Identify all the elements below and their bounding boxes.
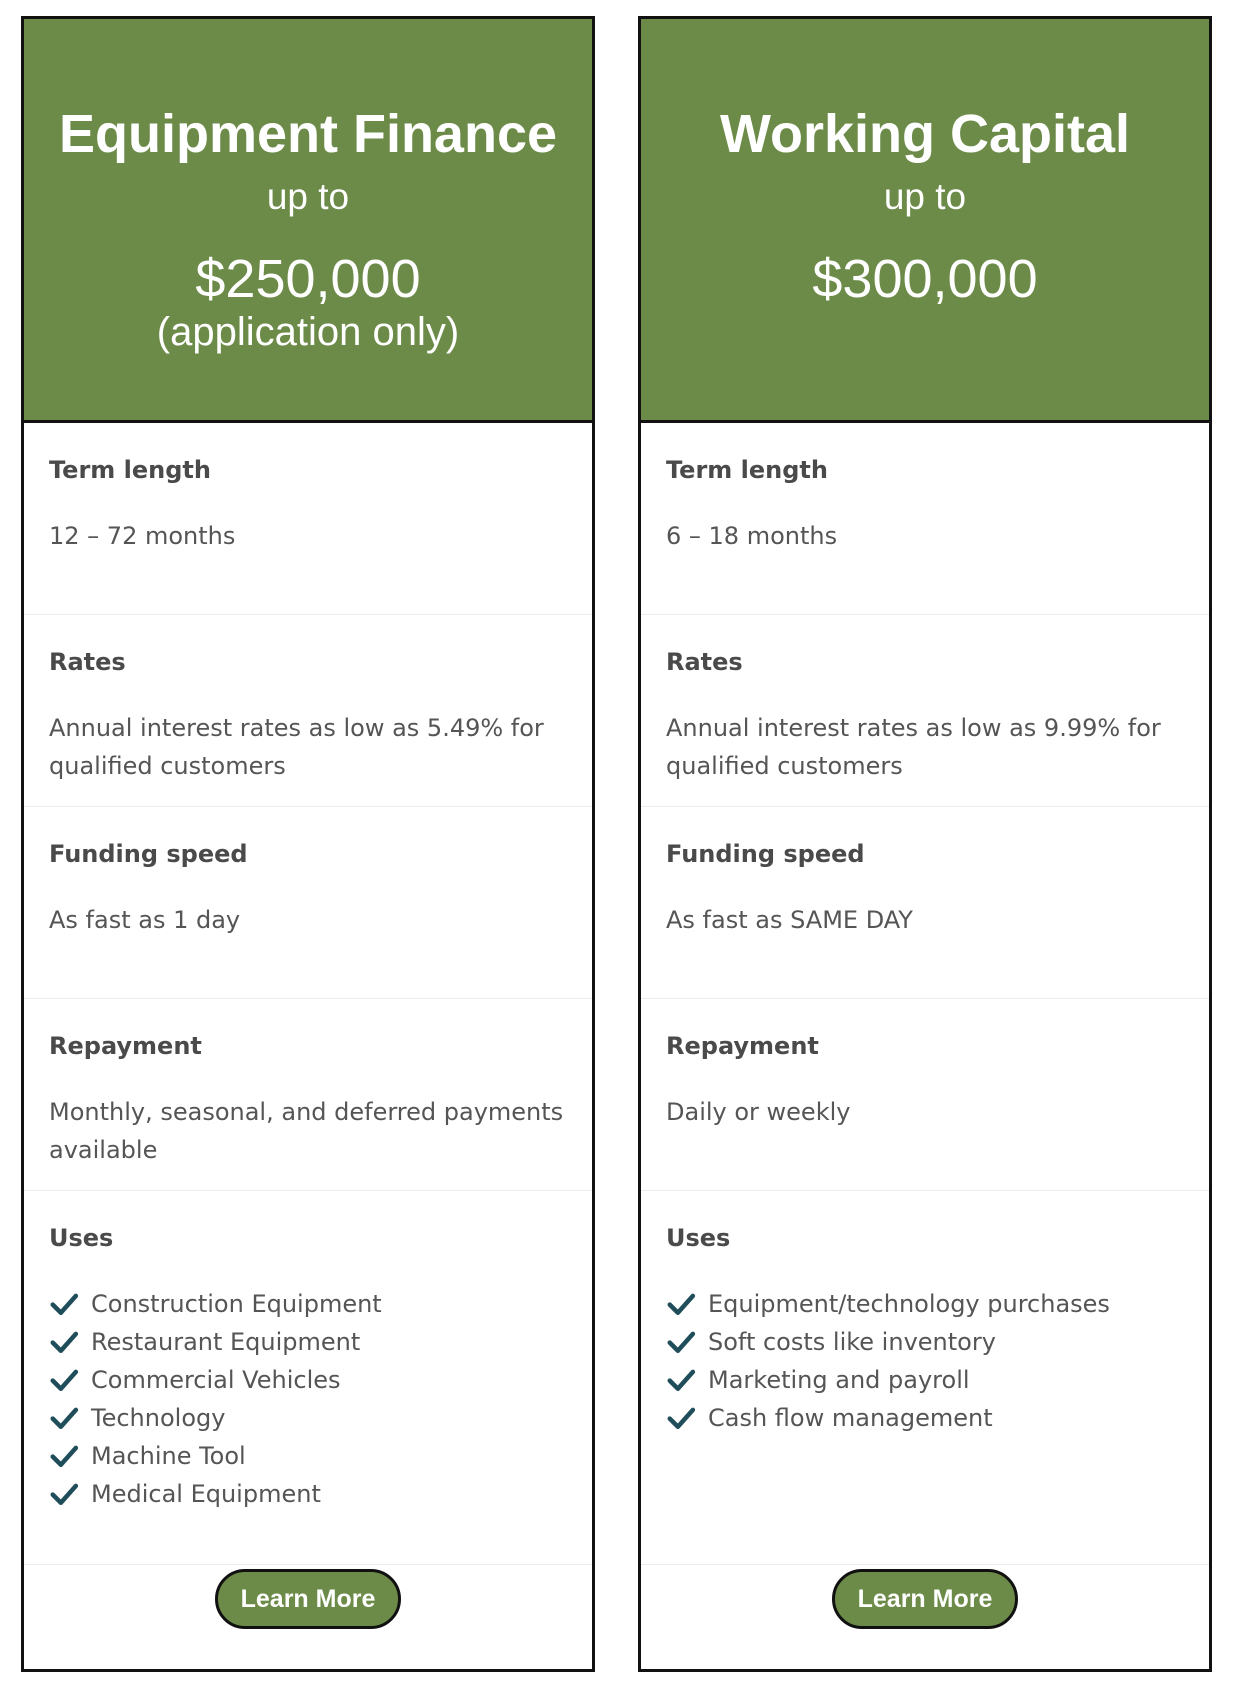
funding-speed-label: Funding speed <box>666 840 865 868</box>
card-header <box>641 19 1209 423</box>
rates-value: Annual interest rates as low as 9.99% for qualified customers <box>666 714 1161 780</box>
rates-label: Rates <box>49 648 126 676</box>
term-length-value: 12 – 72 months <box>49 522 236 550</box>
checkmark-icon <box>49 1365 79 1395</box>
term-length-section <box>641 423 1209 615</box>
learn-more-button[interactable]: Learn More <box>215 1569 401 1629</box>
working-capital-card <box>638 16 1212 1672</box>
rates-section <box>24 615 592 807</box>
term-length-value: 6 – 18 months <box>666 522 838 550</box>
up-to-label: up to <box>883 176 967 217</box>
uses-label: Uses <box>666 1224 731 1252</box>
rates-label: Rates <box>666 648 743 676</box>
use-item-label: Cash flow management <box>708 1404 993 1432</box>
checkmark-icon <box>666 1289 696 1319</box>
use-item-label: Marketing and payroll <box>708 1366 970 1394</box>
repayment-section <box>24 999 592 1191</box>
repayment-section <box>641 999 1209 1191</box>
checkmark-icon <box>666 1403 696 1433</box>
repayment-value: Monthly, seasonal, and deferred payments available <box>49 1098 564 1164</box>
repayment-label: Repayment <box>666 1032 819 1060</box>
use-item <box>49 1475 592 1513</box>
card-title: Equipment Finance <box>58 104 558 164</box>
use-item-label: Commercial Vehicles <box>91 1366 341 1394</box>
repayment-label: Repayment <box>49 1032 202 1060</box>
uses-section <box>641 1191 1209 1565</box>
checkmark-icon <box>49 1441 79 1471</box>
learn-more-button[interactable]: Learn More <box>832 1569 1018 1629</box>
use-item <box>49 1437 592 1475</box>
funding-speed-label: Funding speed <box>49 840 248 868</box>
use-item <box>49 1361 592 1399</box>
amount-note: (application only) <box>156 310 460 354</box>
use-item-label: Medical Equipment <box>91 1480 321 1508</box>
use-item-label: Restaurant Equipment <box>91 1328 361 1356</box>
max-amount: $250,000 <box>195 249 421 309</box>
use-item-label: Equipment/technology purchases <box>708 1290 1110 1318</box>
checkmark-icon <box>49 1479 79 1509</box>
button-row <box>641 1553 1209 1669</box>
checkmark-icon <box>49 1289 79 1319</box>
use-item <box>666 1323 1209 1361</box>
funding-speed-value: As fast as SAME DAY <box>666 906 913 934</box>
button-row <box>24 1553 592 1669</box>
checkmark-icon <box>49 1403 79 1433</box>
checkmark-icon <box>666 1365 696 1395</box>
card-header <box>24 19 592 423</box>
use-item-label: Technology <box>91 1404 226 1432</box>
max-amount: $300,000 <box>812 249 1038 309</box>
funding-speed-section <box>24 807 592 999</box>
checkmark-icon <box>49 1327 79 1357</box>
use-item <box>666 1361 1209 1399</box>
rates-section <box>641 615 1209 807</box>
use-item-label: Construction Equipment <box>91 1290 382 1318</box>
use-item <box>666 1285 1209 1323</box>
use-item <box>49 1323 592 1361</box>
rates-value: Annual interest rates as low as 5.49% for qualified customers <box>49 714 544 780</box>
use-item-label: Soft costs like inventory <box>708 1328 996 1356</box>
term-length-label: Term length <box>49 456 211 484</box>
term-length-label: Term length <box>666 456 828 484</box>
checkmark-icon <box>666 1327 696 1357</box>
use-item <box>49 1285 592 1323</box>
uses-label: Uses <box>49 1224 114 1252</box>
use-item <box>49 1399 592 1437</box>
uses-list <box>49 1285 592 1513</box>
uses-list <box>666 1285 1209 1437</box>
use-item-label: Machine Tool <box>91 1442 246 1470</box>
uses-section <box>24 1191 592 1565</box>
equipment-finance-card <box>21 16 595 1672</box>
funding-speed-value: As fast as 1 day <box>49 906 241 934</box>
funding-speed-section <box>641 807 1209 999</box>
use-item <box>666 1399 1209 1437</box>
repayment-value: Daily or weekly <box>666 1098 851 1126</box>
up-to-label: up to <box>266 176 350 217</box>
card-title: Working Capital <box>719 104 1131 164</box>
term-length-section <box>24 423 592 615</box>
